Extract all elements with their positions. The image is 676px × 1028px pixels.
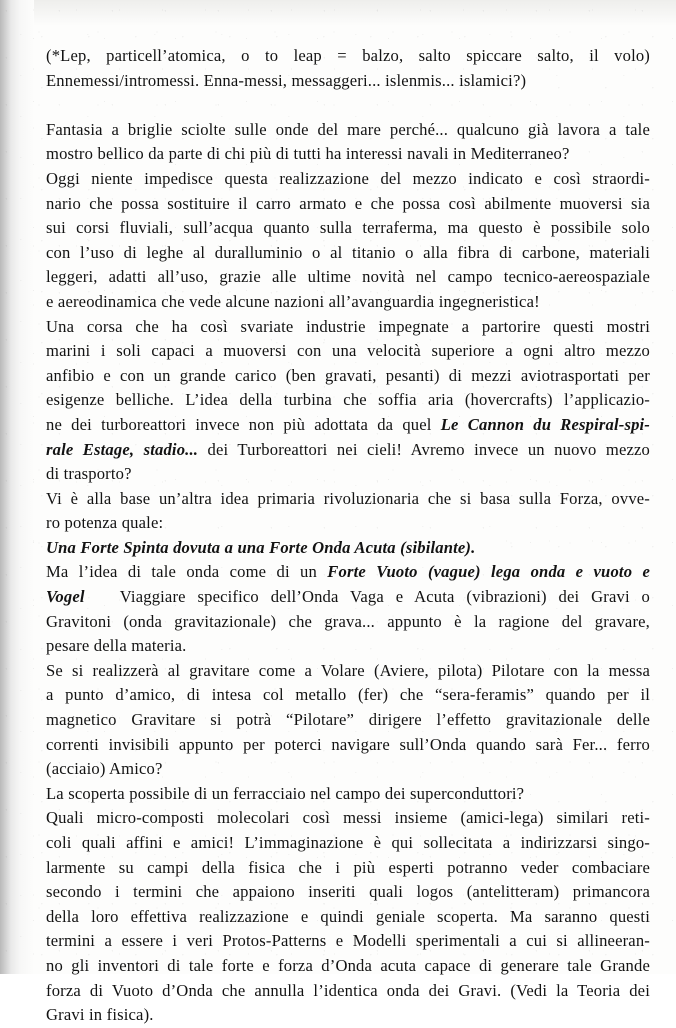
text-line [46,536,650,561]
text-line [46,290,650,315]
text-line [46,265,650,290]
text-line [46,708,650,733]
text-line [46,585,650,610]
text-run: correnti invisibili appunto per poterci navigare sull’Onda quando sarà Fer... ferro [46,734,650,754]
text-run: (acciaio) Amico? [46,759,163,779]
text-run: secondo i termini che appaiono inseriti quali logos (antelitteram) primancora [46,882,650,902]
text-line [46,462,650,487]
text-run: ro potenza quale: [46,513,164,533]
text-run: marini i soli capaci a muoversi con una velocità superiore a ogni altro mezzo [46,341,650,361]
text-run: forza di Vuoto d’Onda che annulla l’identica onda dei Gravi. (Vedi la Teoria dei [46,980,650,1000]
text-run: Oggi niente impedisce questa realizzazione del mezzo indicato e così straordi- [46,168,650,188]
text-run: Una corsa che ha così svariate industrie impegnate a partorire questi mostri [46,316,650,336]
text-line [46,610,650,635]
text-line [46,929,650,954]
text-line [46,659,650,684]
text-line [46,560,650,585]
bold-italic-run: Forte Vuoto (vague) lega onda e vuoto e [327,562,651,582]
text-run: della loro effettiva realizzazione e quindi geniale scoperta. Ma saranno questi [46,906,650,926]
text-run: mostro bellico da parte di chi più di tutti ha interessi navali in Mediterraneo? [46,144,570,164]
text-line [46,167,650,192]
text-run: nario che possa sostituire il carro armato e che possa così abilmente muoversi sia [46,193,650,213]
text-run: termini a essere i veri Protos-Patterns e Modelli sperimentali a cui si allineeran- [46,931,650,951]
text-run: (*Lep, particell’atomica, o to leap = balzo, salto spiccare salto, il volo) [46,46,650,65]
bold-italic-run: rale Estage, stadio... [46,439,199,459]
text-line [46,44,650,69]
text-run: pesare della materia. [46,636,187,656]
bold-italic-run: Vogel [46,587,85,607]
text-line [46,806,650,831]
text-line [46,634,650,659]
text-line [46,118,650,143]
text-run: ne dei turboreattori invece non più adottata da quel [46,414,441,434]
text-run: La scoperta possibile di un ferracciaio nel campo dei superconduttori? [46,783,525,803]
text-line [46,438,650,463]
page-text-block [46,44,650,1028]
text-line [46,880,650,905]
text-line [46,241,650,266]
text-run: Quali micro-composti molecolari così messi insieme (amici-lega) similari reti- [46,808,650,828]
text-run: esigenze belliche. L’idea della turbina che soffia aria (hovercrafts) l’applicazio- [46,390,650,410]
text-line [46,831,650,856]
text-line [46,1003,650,1028]
bold-italic-run: Una Forte Spinta dovuta a una Forte Onda Acuta (sibilante). [46,537,476,557]
text-run: Gravi in fisica). [46,1005,154,1025]
text-line [46,487,650,512]
paragraph-note [46,44,650,93]
text-run: coli quali affini e amici! L’immaginazione è qui sollecitata a indirizzarsi singo- [46,833,650,852]
text-run: e aereodinamica che vede alcune nazioni all’avanguardia ingegneristica! [46,291,540,311]
text-run: Gravitoni (onda gravitazionale) che grava... appunto è la ragione del gravare, [46,611,650,631]
text-line [46,413,650,438]
text-line [46,954,650,979]
text-line [46,905,650,930]
text-run: leggeri, adatti all’uso, grazie alle ultime novità nel campo tecnico-aereospaziale [46,267,650,287]
text-line [46,339,650,364]
text-run: magnetico Gravitare si potrà “Pilotare” dirigere l’effetto gravitazionale delle [46,710,650,730]
scan-gutter-shadow [0,0,34,974]
text-line [46,979,650,1004]
text-run: anfibio e con un grande carico (ben gravati, pesanti) di mezzi aviotrasportati per [46,365,650,385]
text-line [46,757,650,782]
scan-top-shading [0,0,676,26]
paragraph-body-1 [46,118,650,1028]
text-line [46,683,650,708]
text-run: larmente su campi della fisica che i più esperti potranno veder combaciare [46,857,650,877]
text-line [46,142,650,167]
text-line [46,192,650,217]
text-line [46,69,650,94]
bold-italic-run: Le Cannon du Respiral-spi- [440,414,650,434]
text-line [46,782,650,807]
text-run: di trasporto? [46,464,132,484]
text-run: Se si realizzerà al gravitare come a Volare (Aviere, pilota) Pilotare con la messa [46,660,650,680]
text-line [46,388,650,413]
text-line [46,733,650,758]
text-run: a punto d’amico, di intesa col metallo (fer) che “sera-feramis” quando per il [46,685,650,705]
text-run: Ma l’idea di tale onda come di un [46,562,328,582]
text-line [46,856,650,881]
text-line [46,315,650,340]
text-run: Fantasia a briglie sciolte sulle onde del mare perché... qualcuno già lavora a tale [46,119,650,139]
text-line [46,364,650,389]
text-run: dei Turboreattori nei cieli! Avremo invece un nuovo mezzo [198,439,651,459]
text-line [46,216,650,241]
text-run: Ennemessi/intromessi. Enna-messi, messaggeri... islenmis... islamici?) [46,70,527,90]
text-run: Vi è alla base un’altra idea primaria rivoluzionaria che si basa sulla Forza, ovve- [46,488,650,508]
text-run: con l’uso di leghe al duralluminio o al titanio o alla fibra di carbone, materiali [46,242,650,262]
text-run: no gli inventori di tale forte e forza d’Onda acuta capace di generare tale Grande [46,955,650,975]
text-line [46,511,650,536]
text-run: sui corsi fluviali, sull’acqua quanto sulla terraferma, ma questo è possibile solo [46,218,650,238]
text-run: Viaggiare specifico dell’Onda Vaga e Acuta (vibrazioni) dei Gravi o [84,587,650,607]
